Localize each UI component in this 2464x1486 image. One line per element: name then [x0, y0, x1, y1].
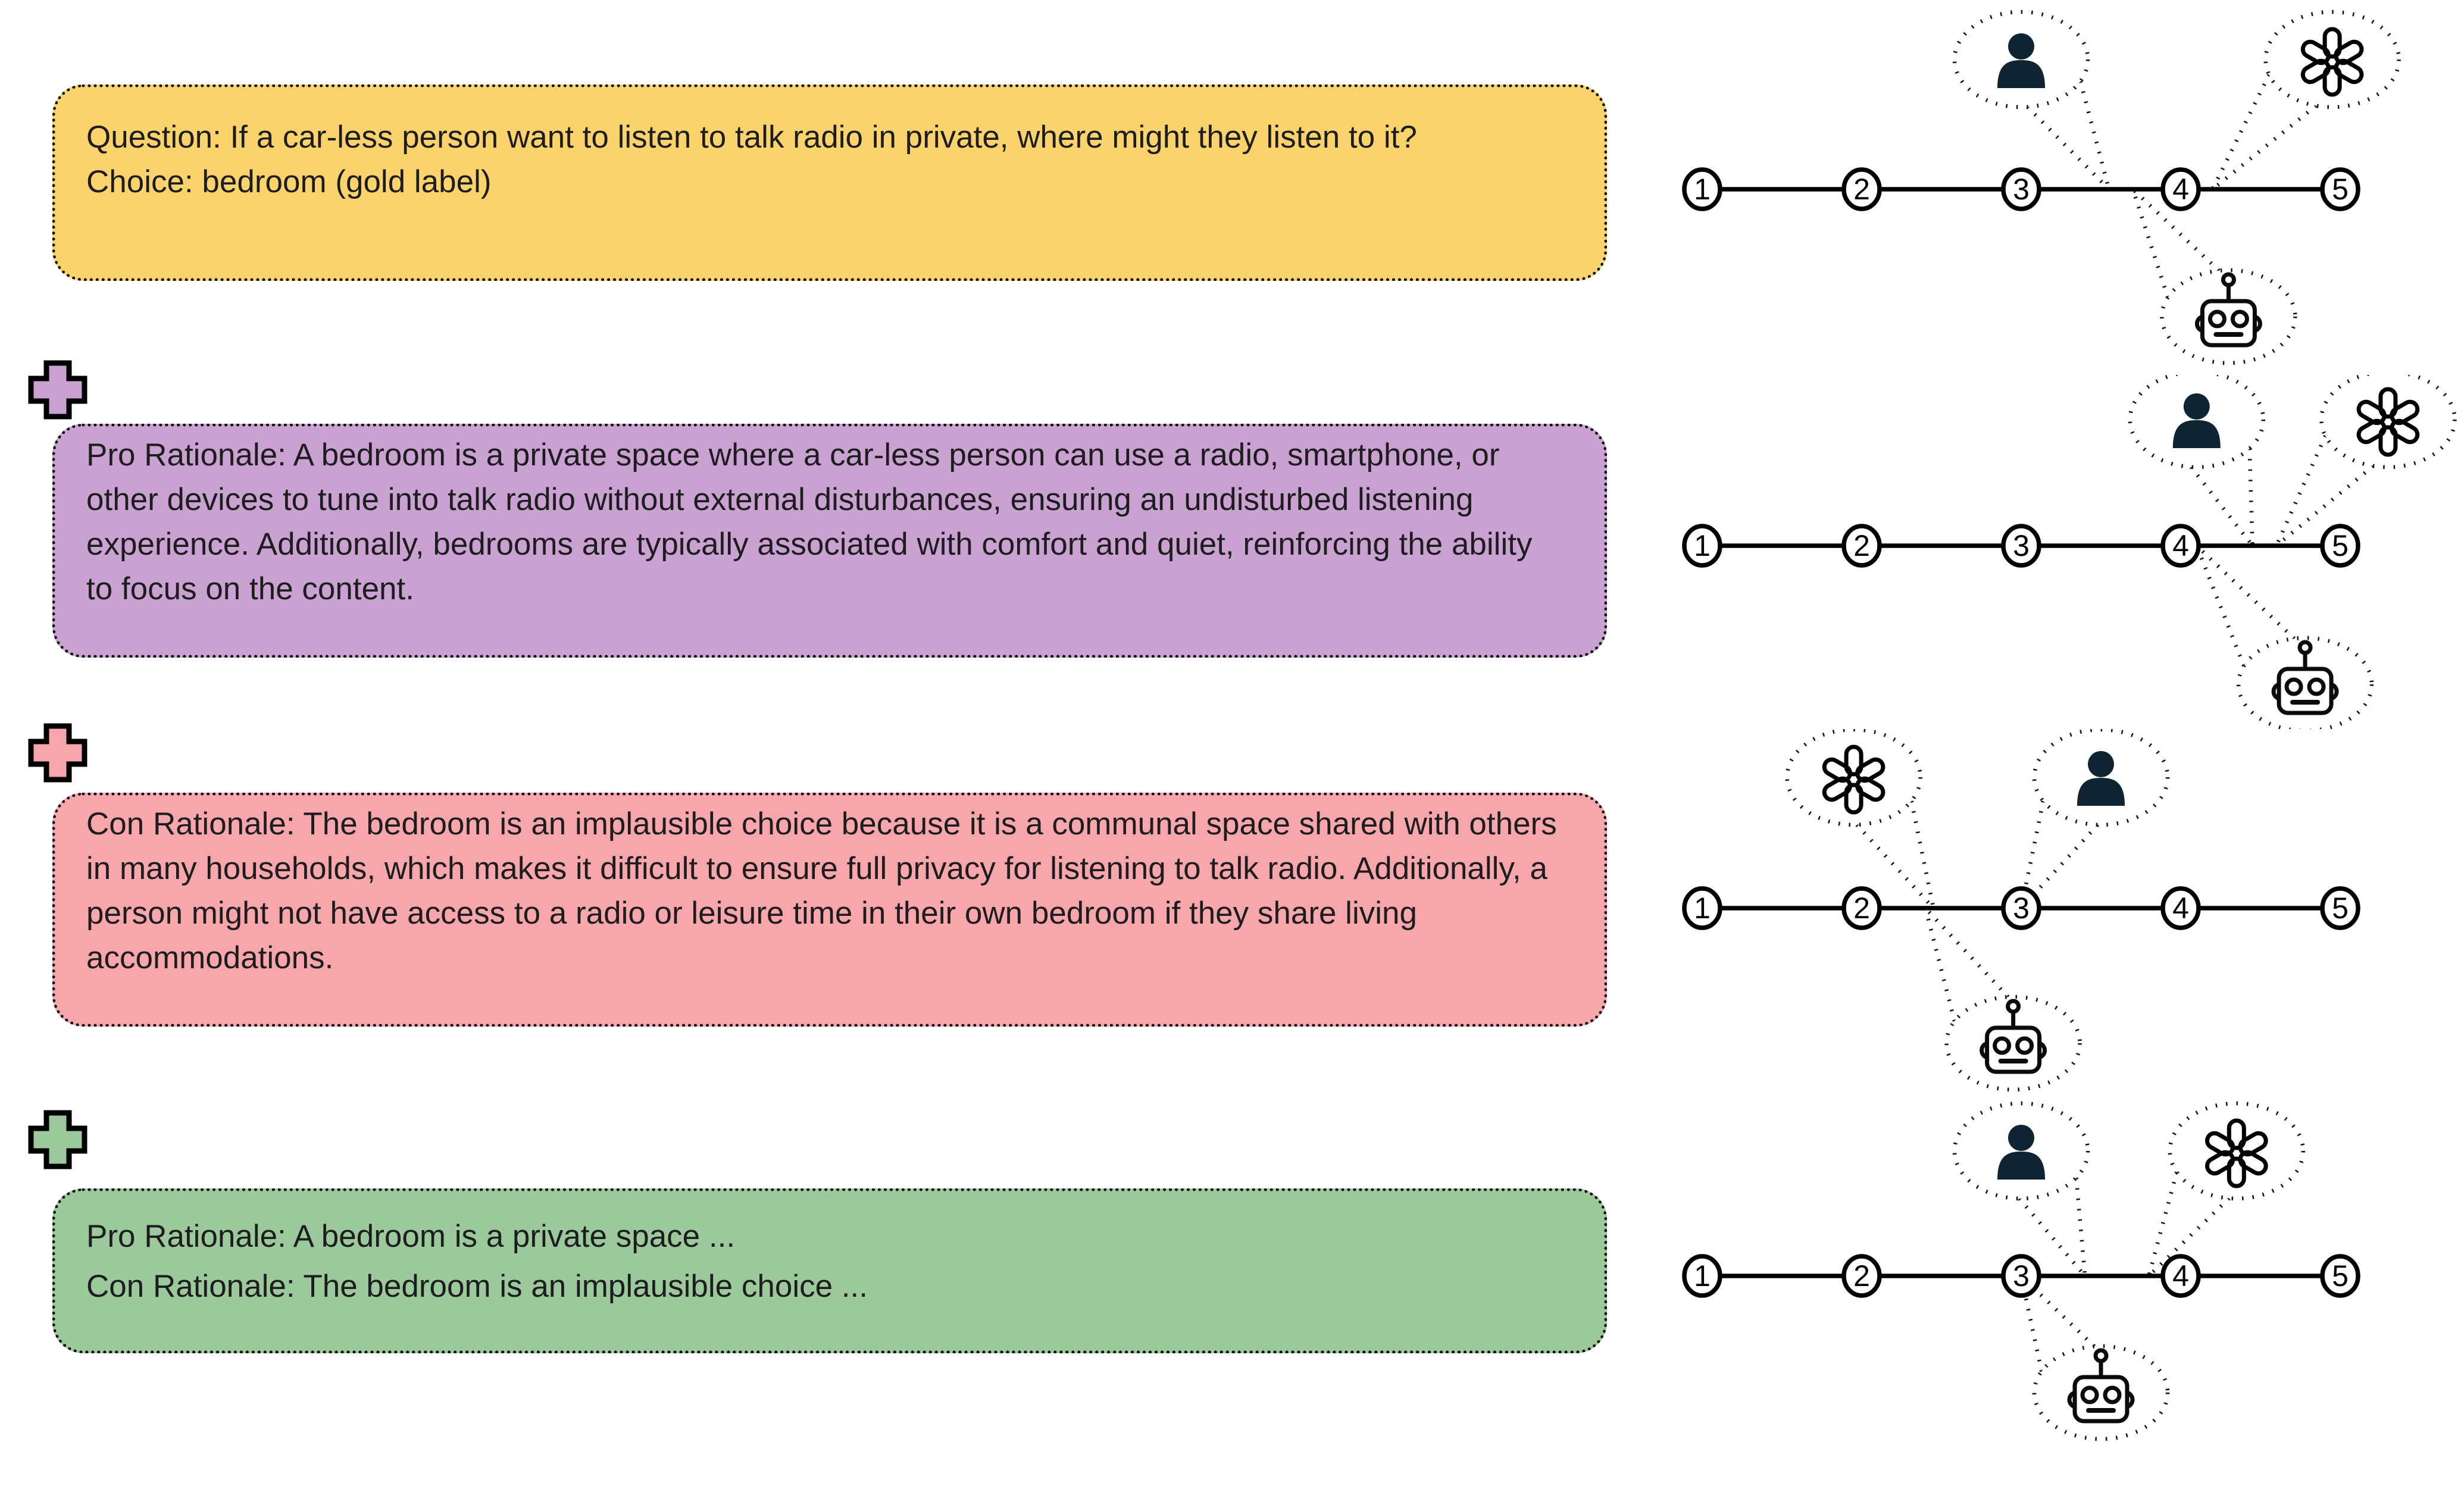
svg-text:1: 1 — [1694, 173, 1711, 206]
svg-text:1: 1 — [1694, 529, 1711, 562]
plus-icon-pro — [26, 358, 89, 421]
combined-rationale-box — [52, 1188, 1607, 1353]
question-box — [52, 85, 1607, 281]
svg-text:4: 4 — [2172, 529, 2189, 562]
svg-text:3: 3 — [2013, 891, 2030, 925]
svg-text:5: 5 — [2332, 1259, 2349, 1293]
svg-text:2: 2 — [1853, 891, 1870, 925]
svg-text:5: 5 — [2332, 529, 2349, 562]
pro-rationale-box — [52, 424, 1607, 658]
pro-rationale-text: Pro Rationale: A bedroom is a private space where a car-less person can use a radio, smartphone, or other devices to tune into talk radio without external disturbances, ensuring an undisturbed listening experience. Additionally, bedrooms are typically associated with comfort and quiet, reinforcing the ability to focus on the content. — [86, 437, 1533, 606]
svg-text:3: 3 — [2013, 529, 2030, 562]
svg-text:3: 3 — [2013, 1259, 2030, 1293]
con-rationale-box — [52, 793, 1607, 1027]
svg-text:5: 5 — [2332, 173, 2349, 206]
plus-glyph — [31, 726, 85, 780]
con-rationale-text: Con Rationale: The bedroom is an implausible choice because it is a communal space shared with others in many households, which makes it difficult to ensure full privacy for listening to talk radio. Additionally, a person might not have access to a radio or leisure time in their own bedroom if they share living accommodations. — [86, 806, 1557, 975]
choice-text: Choice: bedroom (gold label) — [86, 164, 492, 199]
svg-text:1: 1 — [1694, 891, 1711, 925]
combined-pro-text: Pro Rationale: A bedroom is a private space ... — [86, 1219, 736, 1254]
plus-icon-combined — [26, 1108, 89, 1171]
svg-text:1: 1 — [1694, 1259, 1711, 1293]
svg-text:4: 4 — [2172, 1259, 2189, 1293]
question-text: Question: If a car-less person want to listen to talk radio in private, where might they listen to it? — [86, 120, 1417, 155]
plus-glyph — [31, 1113, 85, 1166]
likert-scale-question — [1661, 0, 2464, 375]
svg-text:3: 3 — [2013, 173, 2030, 206]
svg-text:2: 2 — [1853, 529, 1870, 562]
likert-scale-pro-rationale — [1661, 375, 2464, 729]
svg-text:5: 5 — [2332, 891, 2349, 925]
svg-text:4: 4 — [2172, 173, 2189, 206]
svg-text:2: 2 — [1853, 1259, 1870, 1293]
likert-scale-pro-con-rationale — [1661, 1092, 2464, 1486]
plus-icon-con — [26, 721, 89, 784]
likert-scale-con-rationale — [1661, 729, 2464, 1092]
svg-text:4: 4 — [2172, 891, 2189, 925]
combined-con-text: Con Rationale: The bedroom is an implausible choice ... — [86, 1269, 868, 1304]
plus-glyph — [31, 363, 85, 417]
svg-text:2: 2 — [1853, 173, 1870, 206]
